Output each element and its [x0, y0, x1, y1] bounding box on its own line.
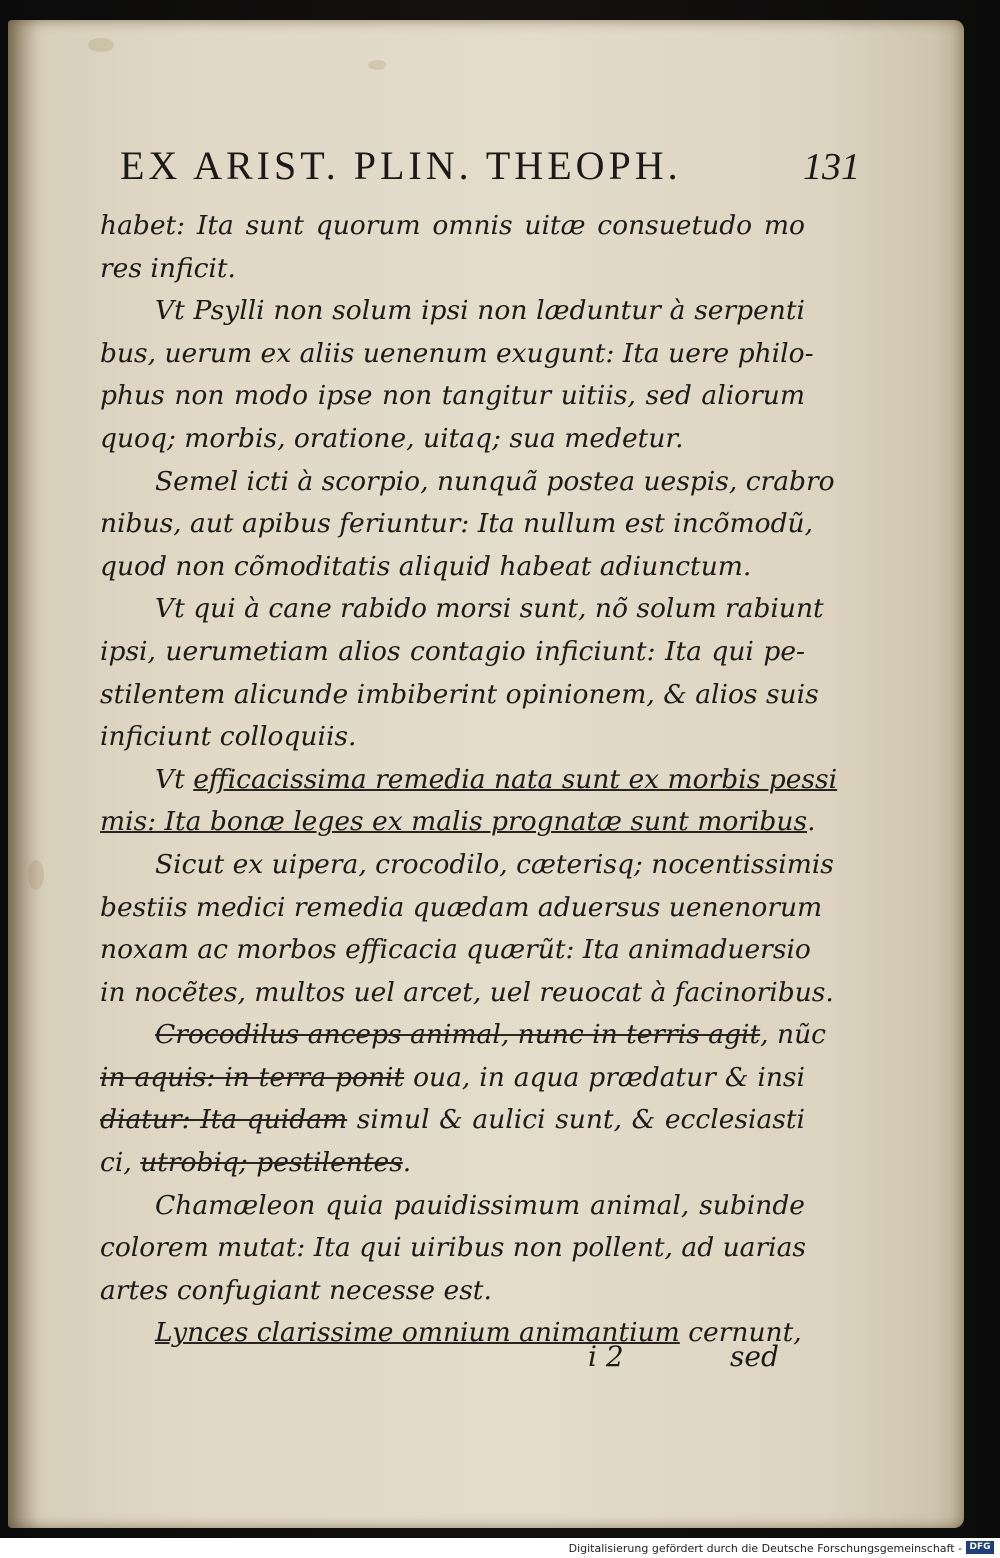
text-segment: quoq; morbis, oratione, uitaq; sua medetur. [100, 422, 684, 454]
text-segment: Vt [155, 763, 194, 795]
signature-mark: i 2 [588, 1340, 624, 1373]
running-head-title: EX ARIST. PLIN. THEOPH. [120, 143, 682, 188]
text-line [100, 844, 834, 887]
text-line [100, 801, 816, 844]
underlined-text: efficacissima remedia nata sunt ex morbis pessi [193, 763, 838, 795]
text-segment: noxam ac morbos efficacia quærũt: Ita animaduersio [100, 934, 811, 966]
text-segment: bus, uerum ex aliis uenenum exugunt: Ita uere philo- [100, 337, 814, 369]
text-line [100, 461, 835, 504]
text-segment: ci, [100, 1147, 141, 1179]
text-segment: artes confugiant necesse est. [100, 1274, 492, 1306]
catchword: sed [730, 1340, 779, 1373]
struck-text: Crocodilus anceps animal, nunc in terris agit [155, 1019, 761, 1051]
text-line [100, 1142, 805, 1185]
text-segment: cernunt, [679, 1317, 802, 1349]
credit-text: Digitalisierung gefördert durch die Deutsche Forschungsgemeinschaft - [568, 1542, 962, 1555]
text-segment: habet: Ita sunt quorum omnis uitæ consuetudo mo [100, 210, 805, 241]
page-number: 131 [803, 146, 860, 188]
text-line [100, 290, 805, 333]
text-line [100, 333, 814, 376]
text-line [100, 887, 823, 930]
text-line [100, 1185, 805, 1228]
text-segment: phus non modo ipse non tangitur uitiis, sed aliorum [100, 380, 805, 412]
text-segment: Vt qui à cane rabido morsi sunt, nõ solum rabiunt [155, 593, 824, 625]
text-segment: bestiis medici remedia quædam aduersus uenenorum [100, 891, 823, 923]
struck-text: in aquis: in terra ponit [100, 1061, 405, 1093]
credit-bar [0, 1538, 1000, 1558]
text-line [100, 503, 814, 546]
text-segment: simul & aulici sunt, & ecclesiasti [347, 1104, 805, 1136]
foxing-spot [88, 38, 114, 52]
struck-text: diatur: Ita quidam [100, 1104, 348, 1136]
text-segment: oua, in aqua prædatur & insi [404, 1061, 805, 1093]
text-segment: inficiunt colloquiis. [100, 721, 357, 753]
text-line [100, 1057, 805, 1100]
text-line [100, 759, 838, 802]
text-line [100, 631, 805, 674]
text-line [100, 1227, 805, 1270]
running-head [120, 142, 860, 192]
text-segment: nibus, aut apibus feriuntur: Ita nullum est incõmodũ, [100, 508, 814, 540]
text-segment: Vt Psylli non solum ipsi non læduntur à serpenti [155, 295, 805, 327]
text-line [100, 418, 805, 461]
text-segment: in nocẽtes, multos uel arcet, uel reuocat à facinoribus. [100, 976, 834, 1008]
text-line [100, 1014, 826, 1057]
text-segment: res inficit. [100, 252, 236, 284]
text-line [100, 588, 824, 631]
text-line [100, 375, 805, 418]
dfg-logo: DFG [966, 1541, 994, 1554]
foxing-spot [28, 860, 44, 890]
underlined-text: Lynces clarissime omnium animantium [155, 1317, 680, 1349]
struck-text: utrobiq; pestilentes [140, 1147, 403, 1179]
text-segment: . [402, 1147, 412, 1179]
text-segment: ipsi, uerumetiam alios contagio inficiunt: Ita qui pe- [100, 635, 805, 667]
text-line [100, 716, 805, 759]
body-text [100, 205, 838, 1355]
text-line [100, 674, 819, 717]
text-segment: , nũc [760, 1019, 826, 1051]
text-line [100, 248, 805, 291]
text-line [100, 929, 811, 972]
underlined-text: mis: Ita bonæ leges ex malis prognatæ sunt moribus [100, 806, 808, 838]
foxing-spot [368, 60, 386, 70]
text-segment: . [807, 806, 816, 838]
text-segment: stilentem alicunde imbiberint opinionem, & alios suis [100, 678, 819, 710]
text-segment: Semel icti à scorpio, nunquã postea uespis, crabro [155, 465, 835, 497]
text-segment: colorem mutat: Ita qui uiribus non pollent, ad uarias [100, 1232, 807, 1264]
text-line [100, 205, 805, 248]
spine-shadow [8, 20, 38, 1528]
text-line [100, 1270, 805, 1313]
text-line [100, 1099, 805, 1142]
text-segment: quod non cõmoditatis aliquid habeat adiunctum. [100, 550, 752, 582]
text-segment: Sicut ex uipera, crocodilo, cæterisq; nocentissimis [155, 848, 834, 880]
text-line [100, 972, 834, 1015]
page-footer [100, 1340, 805, 1380]
text-segment: Chamæleon quia pauidissimum animal, subinde [155, 1189, 805, 1221]
text-line [100, 546, 805, 589]
